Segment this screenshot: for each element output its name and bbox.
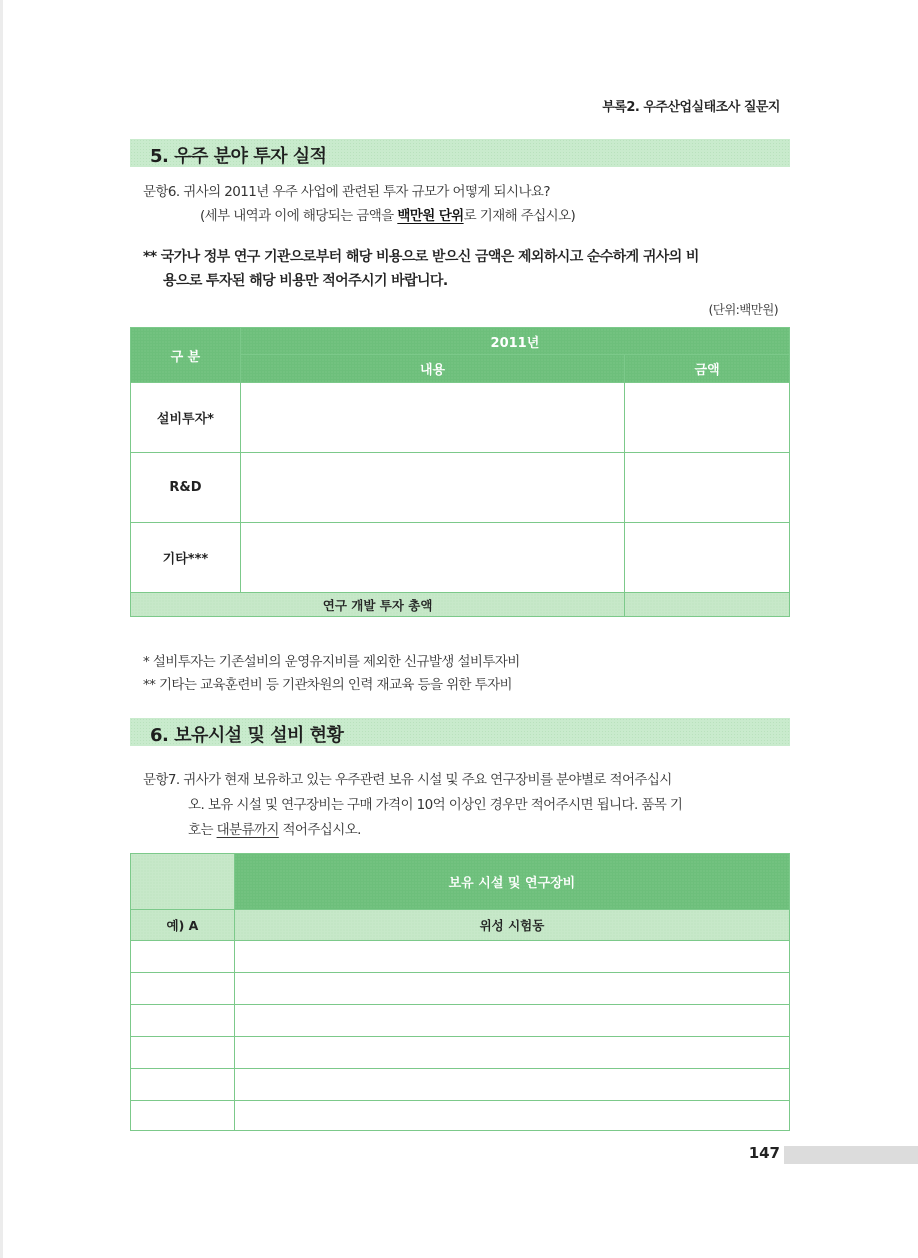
label-cell[interactable] [131,1069,235,1101]
amount-cell[interactable] [625,383,790,453]
exclusion-note-line2: 용으로 투자된 해당 비용만 적어주시기 바랍니다. [163,273,448,289]
row-label: 기타*** [131,523,241,593]
facility-table [130,853,790,1131]
content-cell[interactable] [240,523,624,593]
label-cell[interactable] [131,1101,235,1131]
question6-unit-emphasis: 백만원 단위 [397,208,464,224]
table-row [131,973,790,1005]
running-header: 부록2. 우주산업실태조사 질문지 [602,100,780,115]
label-cell[interactable] [131,973,235,1005]
footnote-other: ** 기타는 교육훈련비 등 기관차원의 인력 재교육 등을 위한 투자비 [143,677,512,693]
table-row [131,1069,790,1101]
row-label: 설비투자* [131,383,241,453]
table-row [131,1101,790,1131]
question7-emphasis: 대분류까지 [216,822,279,838]
exclusion-note-line1: ** 국가나 정부 연구 기관으로부터 해당 비용으로 받으신 금액은 제외하시고 순수하게 귀사의 비 [143,249,699,265]
table-row [131,1005,790,1037]
amount-cell[interactable] [625,453,790,523]
question6-line2-post: 로 기재해 주십시오) [463,208,576,224]
value-cell[interactable] [234,1037,789,1069]
total-label: 연구 개발 투자 총액 [131,593,625,617]
footnote-equipment: * 설비투자는 기존설비의 운영유지비를 제외한 신규발생 설비투자비 [143,654,520,670]
facility-header-blank [131,854,235,910]
value-cell[interactable] [234,1101,789,1131]
value-cell[interactable] [234,973,789,1005]
amount-cell[interactable] [625,523,790,593]
table-row [131,523,790,593]
total-amount-cell[interactable] [625,593,790,617]
page-number-bar [784,1146,918,1164]
question7-line3-pre: 호는 [188,822,217,838]
page-edge [0,0,3,1258]
table-row [131,453,790,523]
section5-title-bar [130,139,790,167]
content-cell[interactable] [240,383,624,453]
row-label: R&D [131,453,241,523]
question7-line1: 문항7. 귀사가 현재 보유하고 있는 우주관련 보유 시설 및 주요 연구장비를 분야별로 적어주십시 [143,772,672,788]
value-cell[interactable] [234,1069,789,1101]
facility-header: 보유 시설 및 연구장비 [234,854,789,910]
label-cell[interactable] [131,1005,235,1037]
value-cell[interactable] [234,1005,789,1037]
question6-line1: 문항6. 귀사의 2011년 우주 사업에 관련된 투자 규모가 어떻게 되시나요? [143,184,550,200]
table-row [131,383,790,453]
col-amount-header: 금액 [625,355,790,383]
col-category-header: 구 분 [131,328,241,383]
page-number: 147 [748,1144,780,1162]
table-row [131,1037,790,1069]
content-cell[interactable] [240,453,624,523]
example-value: 위성 시험동 [234,910,789,941]
table-row [131,941,790,973]
question6-line2-pre: (세부 내역과 이에 해당되는 금액을 [200,208,398,224]
question7-line3 [188,818,361,838]
unit-label: (단위:백만원) [708,302,778,317]
section6-title-bar [130,718,790,746]
col-content-header: 내용 [240,355,624,383]
label-cell[interactable] [131,941,235,973]
year-header: 2011년 [240,328,789,355]
question7-line3-post: 적어주십시오. [278,822,361,838]
value-cell[interactable] [234,941,789,973]
section6-title: 6. 보유시설 및 설비 현황 [150,725,344,746]
question7-line2: 오. 보유 시설 및 연구장비는 구매 가격이 10억 이상인 경우만 적어주시면 됩니다. 품목 기 [188,797,683,813]
investment-table [130,327,790,617]
example-label: 예) A [131,910,235,941]
label-cell[interactable] [131,1037,235,1069]
section5-title: 5. 우주 분야 투자 실적 [150,146,327,167]
question6-line2 [200,204,575,224]
